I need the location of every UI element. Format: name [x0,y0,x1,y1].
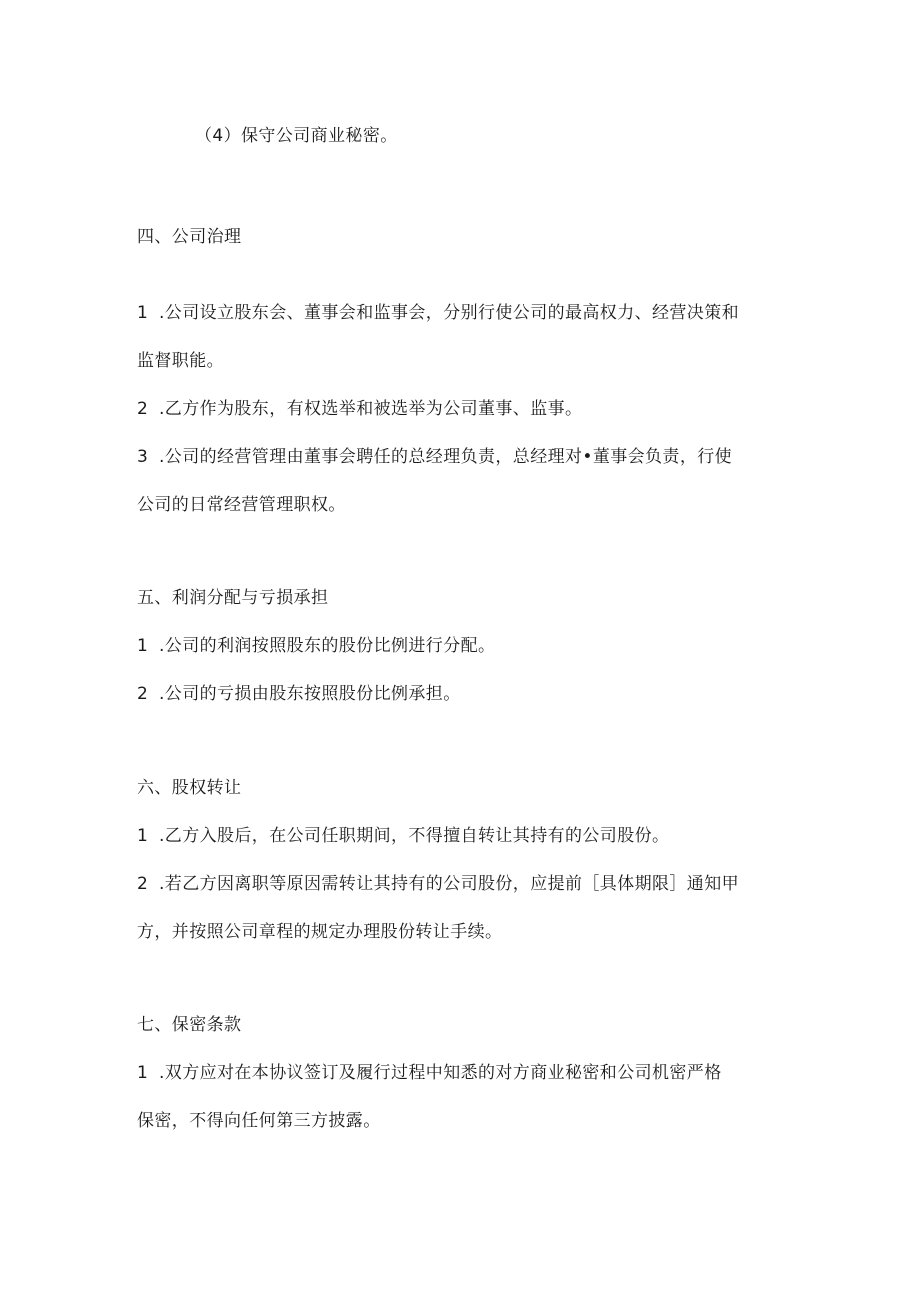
governance-item-3-line-2: 公司的日常经营管理职权。 [137,495,346,515]
item-text: .双方应对在本协议签订及履行过程中知悉的对方商业秘密和公司机密严格 [159,1063,722,1083]
item-text: .公司的经营管理由董事会聘任的总经理负责，总经理对•董事会负责，行使 [159,447,733,467]
item-text: .若乙方因离职等原因需转让其持有的公司股份，应提前［具体期限］通知甲 [159,874,740,894]
item-number: 1 [137,303,149,323]
item-text: .公司的亏损由股东按照股份比例承担。 [159,684,461,704]
section-heading-governance: 四、公司治理 [137,227,242,247]
profit-item-2 [137,682,461,706]
governance-item-1-line-1 [137,301,739,325]
item-text: .乙方作为股东，有权选举和被选举为公司董事、监事。 [159,399,583,419]
profit-item-1 [137,634,495,658]
equity-item-2-line-1 [137,872,739,896]
intro-item-4: （4）保守公司商业秘密。 [195,126,398,146]
governance-item-1-line-2: 监督职能。 [137,351,224,371]
confidentiality-item-1-line-1 [137,1061,722,1085]
item-text: .乙方入股后，在公司任职期间，不得擅自转让其持有的公司股份。 [159,826,670,846]
equity-item-1 [137,824,669,848]
item-text: .公司的利润按照股东的股份比例进行分配。 [159,636,496,656]
item-text: .公司设立股东会、董事会和监事会，分别行使公司的最高权力、经营决策和 [159,303,740,323]
item-number: 1 [137,1063,149,1083]
item-number: 1 [137,636,149,656]
governance-item-2 [137,397,582,421]
item-number: 2 [137,399,149,419]
section-heading-confidentiality: 七、保密条款 [137,1015,242,1035]
governance-item-3-line-1 [137,445,732,469]
item-number: 3 [137,447,149,467]
item-number: 2 [137,874,149,894]
item-number: 2 [137,684,149,704]
item-number: 1 [137,826,149,846]
section-heading-profit: 五、利润分配与亏损承担 [137,588,329,608]
section-heading-equity-transfer: 六、股权转让 [137,778,242,798]
equity-item-2-line-2: 方，并按照公司章程的规定办理股份转让手续。 [137,922,503,942]
confidentiality-item-1-line-2: 保密，不得向任何第三方披露。 [137,1111,381,1131]
